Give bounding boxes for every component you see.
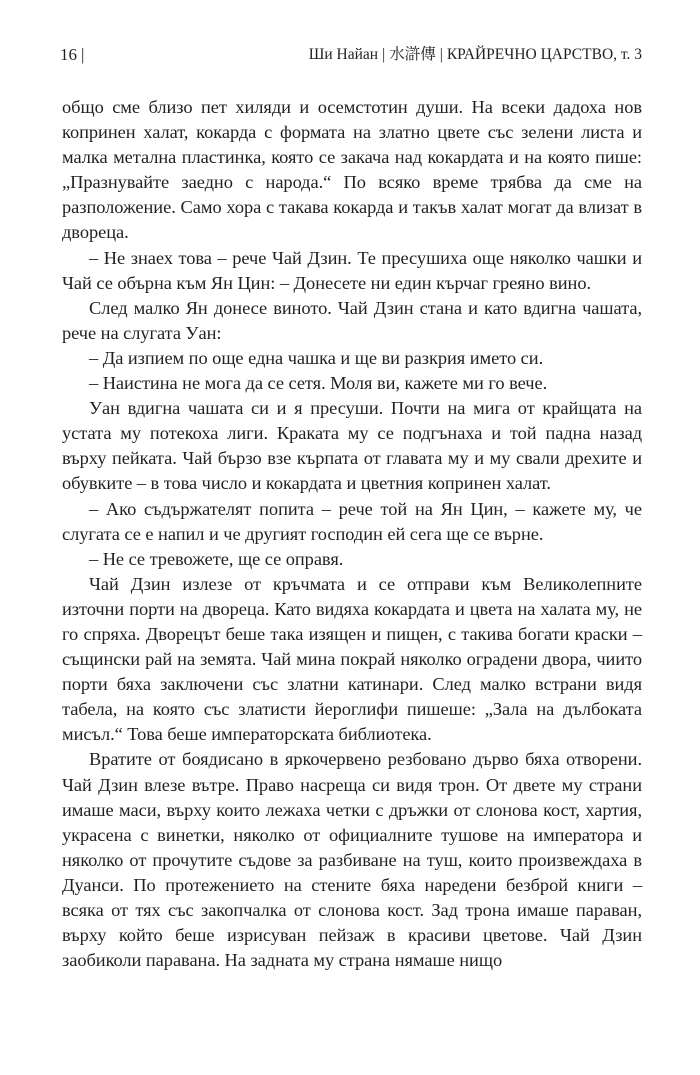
paragraph: Уан вдигна чашата си и я пресуши. Почти на мига от крайщата на устата му потекоха лиги. Краката му се подгънаха и той падна назад върху пейката. Чай бързо взе кърпата от главата му и му свали дрехите и обувките – в това число и кокардата и цветния копринен халат. bbox=[62, 398, 642, 494]
paragraph: – Не знаех това – рече Чай Дзин. Те пресушиха още няколко чашки и Чай се обърна към Ян Цин: – Донесете ни един кърчаг греяно вино. bbox=[62, 247, 642, 293]
running-head-book-title: КРАЙРЕЧНО ЦАРСТВО, т. 3 bbox=[446, 46, 642, 63]
page-number-value: 16 bbox=[60, 45, 77, 64]
paragraph: Вратите от боядисано в яркочервено резбовано дърво бяха отворени. Чай Дзин влезе вътре. Право насреща си видя трон. От двете му страни имаше маси, върху които лежаха четки с дръжки от слонова кост, хартия, украсена с винетки, няколко от официалните тушове на императора и няколко от прочутите съдове за разбиване на туш, които произвеждаха в Дуанси. По протежението на стените бяха наредени безброй книги – всяка от тях със закопчалка от слонова кост. Зад трона имаше параван, върху който беше изрисуван пейзаж в красиви цветове. Чай Дзин заобиколи паравана. На задната му страна нямаше нищо bbox=[62, 749, 642, 971]
paragraph: общо сме близо пет хиляди и осемстотин души. На всеки дадоха нов копринен халат, кокарда с формата на златно цвете със зелени листа и малка метална пластинка, която се закача над кокардата и на която пише: „Празнувайте заедно с народа.“ По всяко време трябва да сме на разположение. Само хора с такава кокарда и такъв халат могат да влизат в двореца. bbox=[62, 97, 642, 243]
page-number bbox=[60, 44, 84, 66]
paragraph: – Наистина не мога да се сетя. Моля ви, кажете ми го вече. bbox=[89, 373, 548, 394]
running-head-separator: | bbox=[382, 46, 386, 63]
paragraph: Чай Дзин излезе от кръчмата и се отправи към Великолепните източни порти на двореца. Като видяха кокардата и цвета на халата му, не го спряха. Дворецът беше така изящен и пищен, с такива богати краски – същински рай на земята. Чай мина покрай няколко оградени двора, чиито порти бяха заключени със златни катинари. След малко встрани видя табела, на която със златисти йероглифи пишеше: „Зала на дълбоката мисъл.“ Това беше императорската библиотека. bbox=[62, 573, 642, 745]
body-text bbox=[62, 95, 642, 973]
running-head-author: Ши Найан bbox=[308, 46, 379, 63]
paragraph: – Не се тревожете, ще се оправя. bbox=[89, 548, 344, 569]
running-head-separator: | bbox=[439, 46, 443, 63]
running-head bbox=[309, 44, 642, 66]
paragraph: – Ако съдържателят попита – рече той на Ян Цин, – кажете му, че слугата се е напил и че другият господин ей сега ще се върне. bbox=[62, 498, 642, 544]
paragraph: – Да изпием по още една чашка и ще ви разкрия името си. bbox=[89, 347, 544, 368]
paragraph: След малко Ян донесе виното. Чай Дзин стана и като вдигна чашата, рече на слугата Уан: bbox=[62, 297, 642, 343]
page-number-separator: | bbox=[81, 45, 85, 64]
running-head-original-title: 水滸傳 bbox=[389, 46, 436, 63]
